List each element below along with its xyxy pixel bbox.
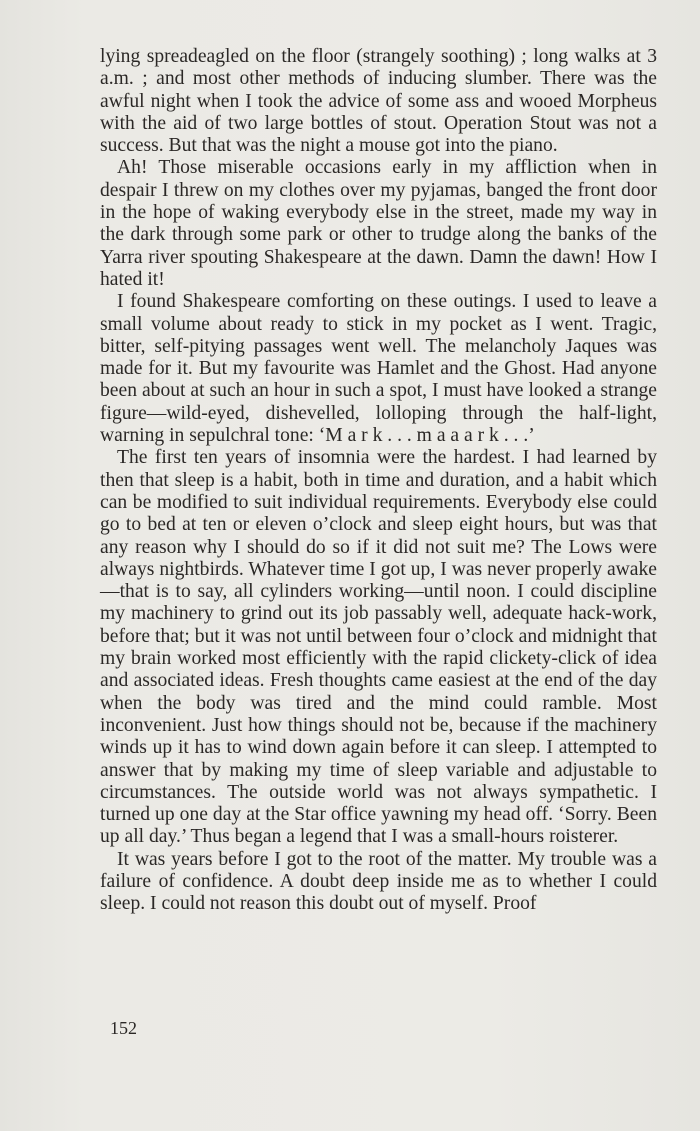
paragraph-3: I found Shakespeare comforting on these outings. I used to leave a small volume about ready to stick in my pocket as I went. Tragic, bitter, self-pitying passages went well. The melancholy Jaques was made for it. But my favourite was Hamlet and the Ghost. Had anyone been about at such an hour in such a spot, I must have looked a strange figure—wild-eyed, dishevelled, lolloping through the half-light, warning in sepulchral tone: ‘M a r k . . . m a a a r k . . .’: [100, 291, 657, 447]
paragraph-4: The first ten years of insomnia were the hardest. I had learned by then that sleep is a habit, both in time and duration, and a habit which can be modified to suit individual requirements. Everybody else could go to bed at ten or eleven o’clock and sleep eight hours, but was that any reason why I should do so if it did not suit me? The Lows were always nightbirds. Whatever time I got up, I was never properly awake—that is to say, all cylinders working—until noon. I could discipline my machinery to grind out its job passably well, adequate hack-work, before that; but it was not until between four o’clock and midnight that my brain worked most efficiently with the rapid clickety-click of idea and associated ideas. Fresh thoughts came easiest at the end of the day when the body was tired and the mind could ramble. Most inconvenient. Just how things should not be, because if the machinery winds up it has to wind down again before it can sleep. I attempted to answer that by making my time of sleep variable and adjustable to circumstances. The outside world was not always sympathetic. I turned up one day at the Star office yawning my head off. ‘Sorry. Been up all day.’ Thus began a legend that I was a small-hours roisterer.: [100, 447, 657, 848]
body-text: [100, 46, 657, 916]
page-number: 152: [110, 1018, 137, 1038]
paragraph-1: lying spreadeagled on the floor (strangely soothing) ; long walks at 3 a.m. ; and most other methods of inducing slumber. There was the awful night when I took the advice of some ass and wooed Morpheus with the aid of two large bottles of stout. Operation Stout was not a success. But that was the night a mouse got into the piano.: [100, 46, 657, 157]
paragraph-2: Ah! Those miserable occasions early in my affliction when in despair I threw on my clothes over my pyjamas, banged the front door in the hope of waking everybody else in the street, made my way in the dark through some park or other to trudge along the banks of the Yarra river spouting Shakespeare at the dawn. Damn the dawn! How I hated it!: [100, 157, 657, 290]
paragraph-5: It was years before I got to the root of the matter. My trouble was a failure of confidence. A doubt deep inside me as to whether I could sleep. I could not reason this doubt out of myself. Proof: [100, 848, 657, 915]
